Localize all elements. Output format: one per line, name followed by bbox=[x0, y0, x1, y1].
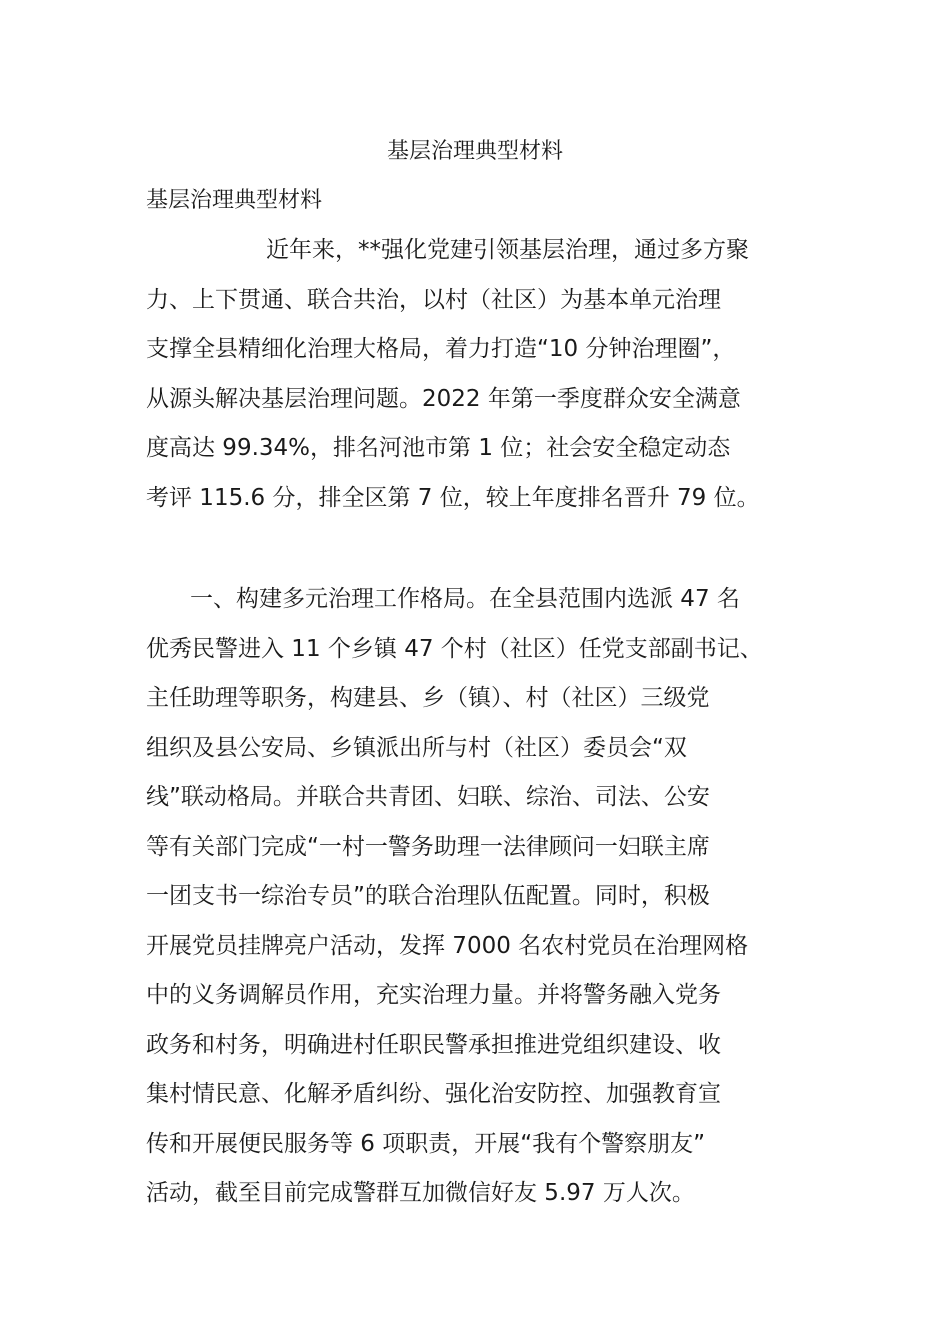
paragraph-line: 优秀民警进入 11 个乡镇 47 个村（社区）任党支部副书记、 bbox=[146, 635, 763, 662]
paragraph-line: 力、上下贯通、联合共治，以村（社区）为基本单元治理 bbox=[146, 286, 721, 313]
paragraph-line: 从源头解决基层治理问题。2022 年第一季度群众安全满意 bbox=[146, 385, 741, 412]
paragraph-section-one bbox=[146, 575, 826, 1219]
paragraph-line: 主任助理等职务，构建县、乡（镇）、村（社区）三级党 bbox=[146, 685, 710, 711]
paragraph-line: 组织及县公安局、乡镇派出所与村（社区）委员会“双 bbox=[146, 734, 687, 761]
paragraph-line: 度高达 99.34%，排名河池市第 1 位；社会安全稳定动态 bbox=[146, 435, 731, 461]
paragraph-line: 活动，截至目前完成警群互加微信好友 5.97 万人次。 bbox=[146, 1180, 695, 1206]
document-subtitle: 基层治理典型材料 bbox=[146, 188, 323, 213]
paragraph-line: 政务和村务，明确进村任职民警承担推进党组织建设、收 bbox=[146, 1031, 721, 1058]
paragraph-intro bbox=[146, 226, 826, 523]
paragraph-line: 中的义务调解员作用，充实治理力量。并将警务融入党务 bbox=[146, 982, 721, 1008]
paragraph-line: 一团支书一综治专员”的联合治理队伍配置。同时，积极 bbox=[146, 883, 710, 909]
paragraph-line: 支撑全县精细化治理大格局，着力打造“10 分钟治理圈”， bbox=[146, 336, 736, 362]
paragraph-line: 线”联动格局。并联合共青团、妇联、综治、司法、公安 bbox=[146, 784, 710, 810]
paragraph-line: 一、构建多元治理工作格局。在全县范围内选派 47 名 bbox=[190, 586, 740, 612]
paragraph-line: 开展党员挂牌亮户活动，发挥 7000 名农村党员在治理网格 bbox=[146, 932, 749, 959]
paragraph-line: 等有关部门完成“一村一警务助理一法律顾问一妇联主席 bbox=[146, 833, 710, 860]
paragraph-line: 集村情民意、化解矛盾纠纷、强化治安防控、加强教育宣 bbox=[146, 1081, 721, 1107]
paragraph-line: 传和开展便民服务等 6 项职责，开展“我有个警察朋友” bbox=[146, 1130, 706, 1157]
document-title: 基层治理典型材料 bbox=[386, 139, 563, 164]
paragraph-line: 考评 115.6 分，排全区第 7 位，较上年度排名晋升 79 位。 bbox=[146, 484, 760, 511]
paragraph-line: 近年来，**强化党建引领基层治理，通过多方聚 bbox=[266, 237, 749, 263]
